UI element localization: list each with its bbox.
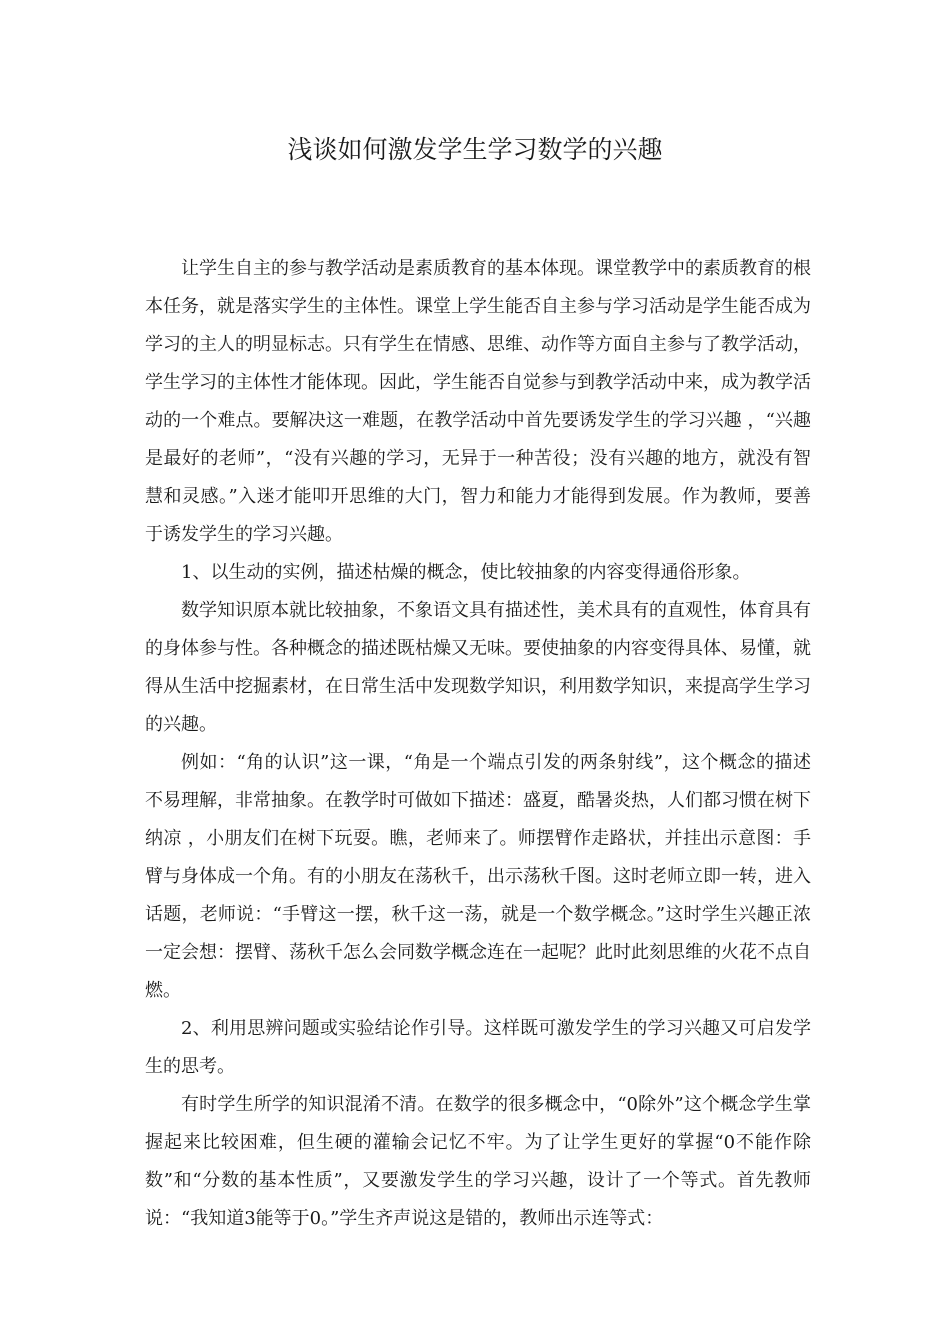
document-body xyxy=(145,250,811,1238)
paragraph-intro: 让学生自主的参与教学活动是素质教育的基本体现。课堂教学中的素质教育的根本任务，就是落实学生的主体性。课堂上学生能否自主参与学习活动是学生能否成为学习的主人的明显标志。只有学生在情感、思维、动作等方面自主参与了教学活动，学生学习的主体性才能体现。因此，学生能否自觉参与到教学活动中来，成为教学活动的一个难点。要解决这一难题，在教学活动中首先要诱发学生的学习兴趣 ，“兴趣是最好的老师”，“没有兴趣的学习，无异于一种苦役；没有兴趣的地方，就没有智慧和灵感。”入迷才能叩开思维的大门，智力和能力才能得到发展。作为教师，要善于诱发学生的学习兴趣。 xyxy=(145,258,811,545)
document-title: 浅谈如何激发学生学习数学的兴趣 xyxy=(287,135,663,164)
paragraph-heading-2: 2、利用思辨问题或实验结论作引导。这样既可激发学生的学习兴趣又可启发学生的思考。 xyxy=(145,1018,811,1077)
paragraph-section-2-body: 有时学生所学的知识混淆不清。在数学的很多概念中，“0除外”这个概念学生掌握起来比较困难，但生硬的灌输会记忆不牢。为了让学生更好的掌握“0不能作除数”和“分数的基本性质”，又要激发学生的学习兴趣，设计了一个等式。首先教师说：“我知道3能等于0。”学生齐声说这是错的，教师出示连等式： xyxy=(145,1094,811,1229)
paragraph-example-angle: 例如：“角的认识”这一课，“角是一个端点引发的两条射线”，这个概念的描述不易理解，非常抽象。在教学时可做如下描述：盛夏，酷暑炎热，人们都习惯在树下纳凉 ，小朋友们在树下玩耍。瞧，老师来了。师摆臂作走路状，并挂出示意图：手臂与身体成一个角。有的小朋友在荡秋千，出示荡秋千图。这时老师立即一转，进入话题，老师说：“手臂这一摆，秋千这一荡，就是一个数学概念。”这时学生兴趣正浓一定会想：摆臂、荡秋千怎么会同数学概念连在一起呢？此时此刻思维的火花不点自燃。 xyxy=(145,752,811,1001)
paragraph-section-1-body: 数学知识原本就比较抽象，不象语文具有描述性，美术具有的直观性，体育具有的身体参与性。各种概念的描述既枯燥又无味。要使抽象的内容变得具体、易懂，就得从生活中挖掘素材，在日常生活中发现数学知识，利用数学知识，来提高学生学习的兴趣。 xyxy=(145,600,811,735)
paragraph-heading-1: 1、以生动的实例，描述枯燥的概念，使比较抽象的内容变得通俗形象。 xyxy=(181,562,751,583)
